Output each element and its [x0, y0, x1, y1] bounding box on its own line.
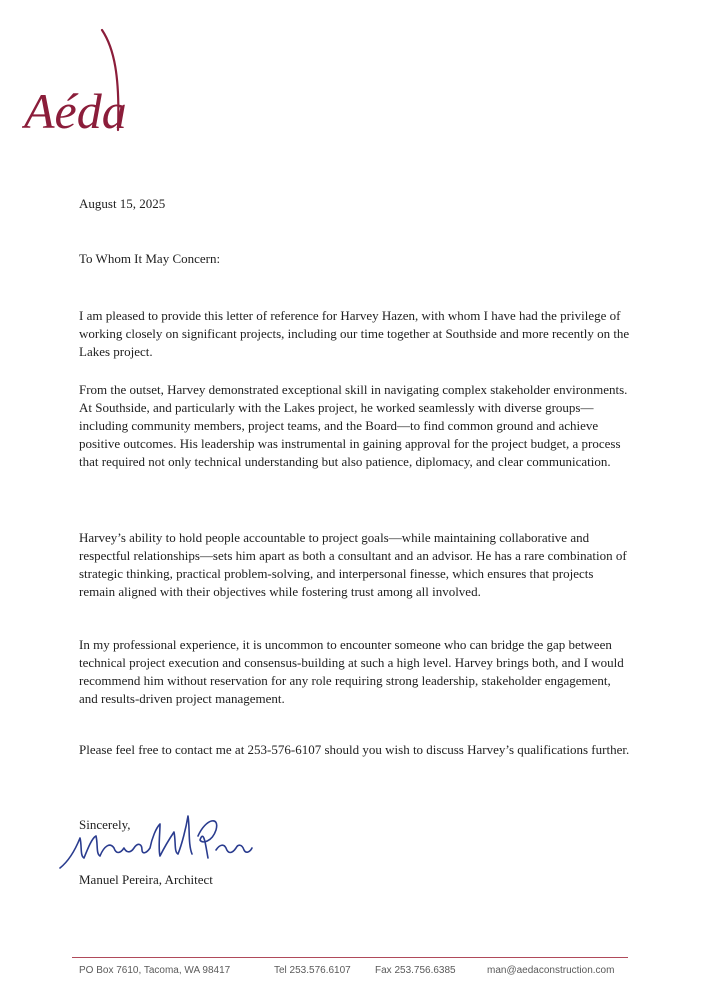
company-logo — [22, 26, 147, 138]
paragraph-1: I am pleased to provide this letter of reference for Harvey Hazen, with whom I have had the privilege of working closely on significant projects, including our time together at Southside and more recently on the Lakes project. — [79, 308, 630, 359]
closing: Sincerely, — [79, 817, 131, 832]
salutation: To Whom It May Concern: — [79, 251, 221, 266]
paragraph-5: Please feel free to contact me at 253-576-6107 should you wish to discuss Harvey’s qualifications further. — [79, 742, 630, 757]
footer-phone: Tel 253.576.6107 — [274, 965, 351, 976]
paragraph-2: From the outset, Harvey demonstrated exceptional skill in navigating complex stakeholder environments. At Southside, and particularly with the Lakes project, he worked seamlessly with diverse groups—including community members, project teams, and the Board—to find common ground and achieve positive outcomes. His leadership was instrumental in gaining approval for the project budget, a process that required not only technical understanding but also patience, diplomacy, and clear communication. — [79, 382, 628, 469]
footer-address: PO Box 7610, Tacoma, WA 98417 — [79, 965, 231, 976]
paragraph-4: In my professional experience, it is uncommon to encounter someone who can bridge the gap between technical project execution and consensus-building at such a high level. Harvey brings both, and I would recommend him without reservation for any role requiring strong leadership, stakeholder engagement, and results-driven project management. — [79, 637, 624, 706]
letter-date: August 15, 2025 — [79, 196, 166, 211]
handwritten-signature — [56, 808, 256, 872]
signer-name: Manuel Pereira, Architect — [79, 872, 213, 887]
footer-divider — [72, 957, 628, 958]
paragraph-3: Harvey’s ability to hold people accountable to project goals—while maintaining collaborative and respectful relationships—sets him apart as both a consultant and an advisor. He has a rare combination of strategic thinking, practical problem-solving, and interpersonal finesse, which ensures that projects remain aligned with their objectives while fostering trust among all involved. — [79, 530, 627, 599]
footer-email[interactable]: man@aedaconstruction.com — [487, 965, 615, 976]
svg-text:Aéda: Aéda — [24, 83, 127, 138]
footer-fax: Fax 253.756.6385 — [375, 965, 456, 976]
